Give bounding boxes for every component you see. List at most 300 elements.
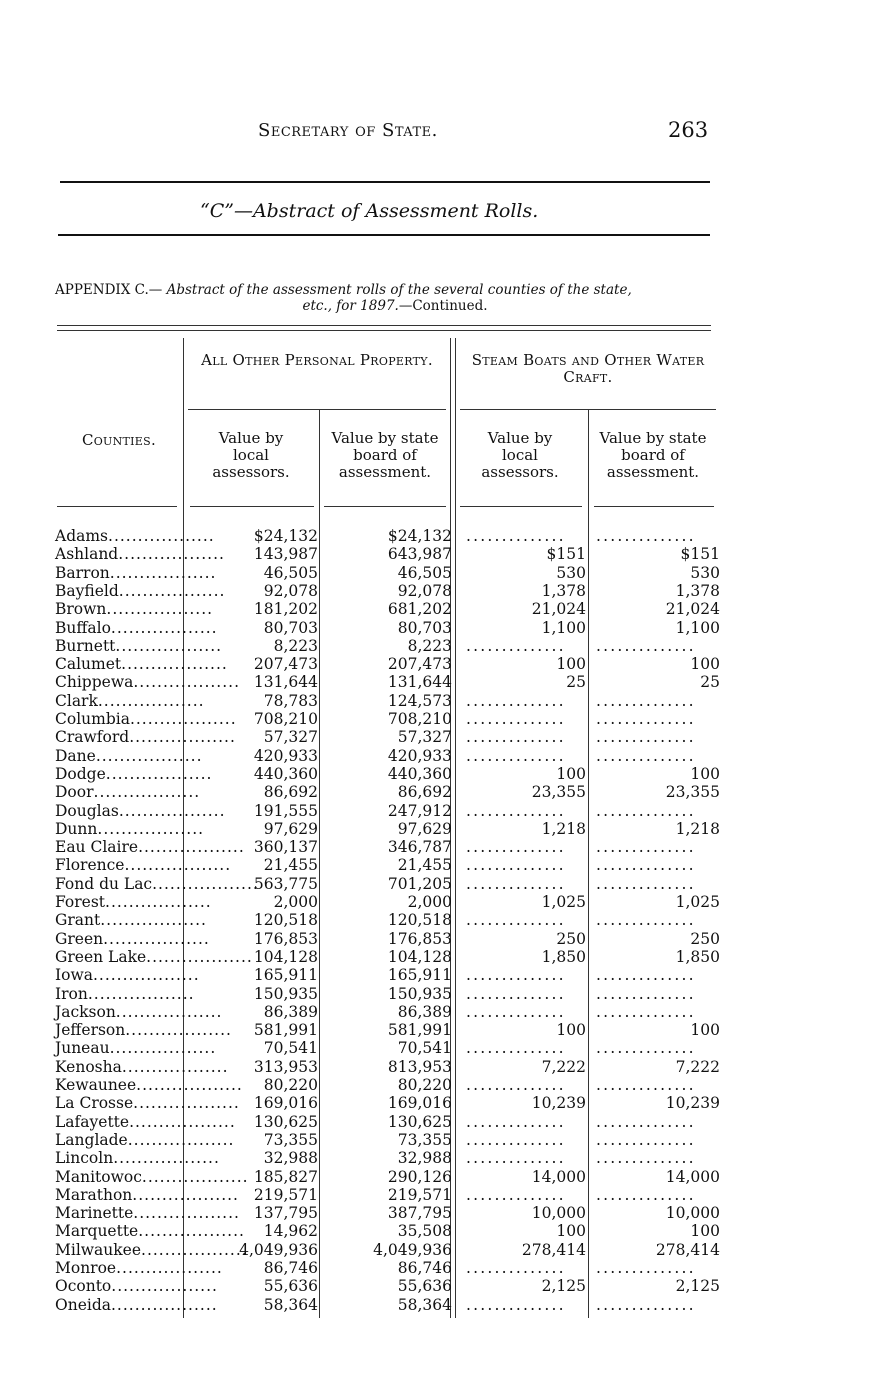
personal-local-value: 8,223	[273, 636, 318, 655]
table-row	[0, 747, 872, 765]
county-name	[55, 691, 205, 710]
empty-cell-dots: ..............	[596, 1130, 696, 1149]
empty-cell-dots: ..............	[596, 1295, 696, 1314]
county-label: Dane	[55, 746, 96, 765]
table-row	[0, 802, 872, 820]
table-row	[0, 1094, 872, 1112]
county-name	[55, 545, 225, 564]
personal-state-value: 346,787	[387, 838, 452, 857]
county-name	[55, 801, 226, 820]
table-row	[0, 838, 872, 856]
table-row	[0, 564, 872, 582]
personal-local-value: 73,355	[263, 1130, 318, 1149]
empty-cell-dots: ..............	[596, 874, 696, 893]
group-underline-2	[460, 409, 716, 410]
empty-cell-dots: ..............	[466, 1259, 566, 1277]
col-header-local-1: Value by local assessors.	[212, 429, 290, 481]
personal-local-value: 80,703	[263, 618, 318, 637]
empty-cell-dots: ..............	[466, 1149, 566, 1168]
personal-local-value: 131,644	[253, 673, 318, 692]
leader-dots: ..................	[110, 1295, 218, 1314]
watercraft-local-value: 100	[556, 1021, 586, 1040]
empty-cell-dots: ..............	[596, 691, 696, 710]
county-label: Calumet	[55, 655, 122, 674]
county-label: Kewaunee	[55, 1076, 137, 1094]
county-name	[55, 1021, 232, 1040]
table-row	[0, 1058, 872, 1076]
watercraft-local-value: 100	[556, 1222, 586, 1241]
personal-local-value: 191,555	[253, 801, 318, 820]
table-row	[0, 527, 872, 545]
leader-dots: ..................	[103, 929, 210, 948]
county-label: Florence	[55, 856, 125, 875]
personal-state-value: 80,220	[397, 1076, 452, 1094]
empty-cell-dots: ..............	[596, 1185, 696, 1204]
empty-cell-dots: ..............	[466, 636, 566, 655]
county-name	[55, 1112, 236, 1131]
table-row	[0, 1131, 872, 1149]
county-name	[55, 1039, 217, 1058]
table-row	[0, 1149, 872, 1167]
personal-state-value: 176,853	[387, 929, 452, 948]
personal-state-value: 247,912	[387, 801, 452, 820]
personal-state-value: 32,988	[397, 1149, 452, 1168]
watercraft-state-value: 530	[690, 563, 720, 582]
empty-cell-dots: ..............	[466, 984, 566, 1003]
county-label: Oneida	[55, 1295, 111, 1314]
county-name	[55, 1094, 240, 1113]
watercraft-local-value: 100	[556, 764, 586, 783]
personal-local-value: 150,935	[253, 984, 318, 1003]
table-row	[0, 582, 872, 600]
empty-cell-dots: ..............	[596, 911, 696, 930]
table-row	[0, 1241, 872, 1259]
personal-state-value: 124,573	[387, 691, 452, 710]
personal-local-value: 2,000	[273, 893, 318, 911]
personal-state-value: 35,508	[397, 1222, 452, 1241]
leader-dots: ..................	[138, 1222, 245, 1241]
col-header-state-1: Value by state board of assessment.	[331, 429, 439, 481]
empty-cell-dots: ..............	[596, 636, 696, 655]
personal-local-value: 21,455	[263, 856, 318, 875]
title-rule-top	[60, 181, 710, 183]
group-header-water-craft: Steam Boats and Other Water Craft.	[471, 351, 705, 386]
personal-local-value: 313,953	[253, 1057, 318, 1076]
watercraft-local-value: 10,000	[531, 1204, 586, 1223]
leader-dots: ..................	[124, 856, 232, 875]
table-row	[0, 911, 872, 929]
personal-local-value: 14,962	[263, 1222, 318, 1241]
county-label: Lafayette	[55, 1112, 130, 1131]
county-label: Buffalo	[55, 618, 111, 637]
county-label: Columbia	[55, 710, 130, 728]
empty-cell-dots: ..............	[466, 1185, 566, 1204]
table-row	[0, 875, 872, 893]
personal-local-value: 440,360	[253, 764, 318, 783]
personal-state-value: 4,049,936	[373, 1240, 452, 1259]
watercraft-state-value: 1,025	[675, 893, 720, 911]
leader-dots: ..................	[115, 636, 223, 655]
watercraft-local-value: 1,100	[541, 618, 586, 637]
personal-state-value: 73,355	[397, 1130, 452, 1149]
watercraft-state-value: 1,850	[675, 947, 720, 966]
leader-dots: ..................	[105, 893, 212, 911]
county-label: Door	[55, 783, 94, 802]
empty-cell-dots: ..............	[466, 527, 566, 545]
leader-dots: ..................	[132, 1185, 239, 1204]
empty-cell-dots: ..............	[466, 838, 566, 857]
county-label: La Crosse	[55, 1094, 134, 1113]
leader-dots: ..................	[97, 691, 205, 710]
personal-local-value: 219,571	[253, 1185, 318, 1204]
watercraft-state-value: 100	[690, 1222, 720, 1241]
county-name	[55, 966, 200, 985]
empty-cell-dots: ..............	[466, 746, 566, 765]
empty-cell-dots: ..............	[596, 1039, 696, 1058]
personal-local-value: 137,795	[253, 1204, 318, 1223]
leader-dots: ..................	[105, 764, 213, 783]
table-row	[0, 1259, 872, 1277]
table-row	[0, 1113, 872, 1131]
personal-state-value: 130,625	[387, 1112, 452, 1131]
county-name	[55, 1167, 249, 1186]
leader-dots: ..................	[116, 1259, 223, 1277]
empty-cell-dots: ..............	[596, 984, 696, 1003]
county-name	[55, 1240, 248, 1259]
empty-cell-dots: ..............	[466, 728, 566, 747]
watercraft-local-value: 1,850	[541, 947, 586, 966]
county-name	[55, 1130, 235, 1149]
county-label: Ashland	[55, 545, 119, 564]
county-label: Crawford	[55, 728, 130, 747]
personal-local-value: 581,991	[253, 1021, 318, 1040]
personal-local-value: 58,364	[263, 1295, 318, 1314]
page-number: 263	[668, 118, 709, 142]
leader-dots: ..................	[118, 801, 226, 820]
table-row	[0, 1003, 872, 1021]
caption-text: Abstract of the assessment rolls of the several counties of the state,	[166, 282, 632, 298]
county-label: Burnett	[55, 636, 116, 655]
empty-cell-dots: ..............	[466, 1112, 566, 1131]
county-name	[55, 838, 245, 857]
personal-local-value: 32,988	[263, 1149, 318, 1168]
section-title: “C”—Abstract of Assessment Rolls.	[200, 200, 539, 222]
table-row	[0, 1222, 872, 1240]
county-name	[55, 929, 210, 948]
leader-dots: ..................	[115, 1002, 223, 1021]
personal-local-value: 563,775	[253, 874, 318, 893]
caption-continued: —Continued.	[398, 298, 488, 314]
group-header-personal-property: All Other Personal Property.	[201, 351, 433, 369]
county-name	[55, 1185, 239, 1204]
county-label: Iowa	[55, 966, 93, 985]
watercraft-state-value: 100	[690, 764, 720, 783]
empty-cell-dots: ..............	[596, 1076, 696, 1094]
personal-state-value: 440,360	[387, 764, 452, 783]
county-label: Jefferson	[55, 1021, 126, 1040]
watercraft-local-value: 100	[556, 655, 586, 674]
leader-dots: ..................	[109, 1039, 217, 1058]
personal-state-value: 104,128	[387, 947, 452, 966]
county-name	[55, 1277, 218, 1296]
county-label: Barron	[55, 563, 110, 582]
leader-dots: ..................	[109, 563, 217, 582]
county-name	[55, 618, 218, 637]
county-label: Eau Claire	[55, 838, 139, 857]
personal-state-value: 86,746	[397, 1259, 452, 1277]
header-bottom-rule-5	[594, 506, 714, 507]
county-label: Monroe	[55, 1259, 117, 1277]
leader-dots: ..................	[121, 1057, 229, 1076]
watercraft-state-value: 23,355	[665, 783, 720, 802]
personal-local-value: 70,541	[263, 1039, 318, 1058]
personal-local-value: 181,202	[253, 600, 318, 619]
col-header-local-2: Value by local assessors.	[481, 429, 559, 481]
personal-state-value: 80,703	[397, 618, 452, 637]
table-row	[0, 1204, 872, 1222]
county-label: Clark	[55, 691, 98, 710]
leader-dots: ..................	[111, 1277, 218, 1296]
col-header-state-2: Value by state board of assessment.	[599, 429, 707, 481]
personal-local-value: 207,473	[253, 655, 318, 674]
personal-local-value: 78,783	[263, 691, 318, 710]
watercraft-local-value: 1,378	[541, 581, 586, 600]
county-label: Green	[55, 929, 104, 948]
personal-state-value: 290,126	[387, 1167, 452, 1186]
watercraft-state-value: 2,125	[675, 1277, 720, 1296]
watercraft-local-value: 250	[556, 929, 586, 948]
county-label: Chippewa	[55, 673, 134, 692]
personal-local-value: 185,827	[253, 1167, 318, 1186]
header-bottom-rule	[57, 506, 177, 507]
empty-cell-dots: ..............	[466, 966, 566, 985]
county-name	[55, 600, 214, 619]
personal-state-value: 150,935	[387, 984, 452, 1003]
empty-cell-dots: ..............	[596, 856, 696, 875]
county-label: Kenosha	[55, 1057, 122, 1076]
personal-local-value: 360,137	[253, 838, 318, 857]
leader-dots: ..................	[127, 1130, 235, 1149]
personal-local-value: 104,128	[253, 947, 318, 966]
empty-cell-dots: ..............	[466, 1130, 566, 1149]
personal-local-value: 80,220	[263, 1076, 318, 1094]
personal-state-value: 2,000	[407, 893, 452, 911]
leader-dots: ..................	[95, 746, 203, 765]
personal-state-value: 643,987	[387, 545, 452, 564]
county-name	[55, 1076, 243, 1094]
county-name	[55, 1002, 223, 1021]
table-row	[0, 1039, 872, 1057]
county-name	[55, 874, 259, 893]
watercraft-local-value: 10,239	[531, 1094, 586, 1113]
county-label: Milwaukee	[55, 1240, 142, 1259]
watercraft-state-value: 10,000	[665, 1204, 720, 1223]
county-name	[55, 1057, 229, 1076]
county-label: Adams	[55, 527, 109, 545]
county-name	[55, 1222, 245, 1241]
watercraft-state-value: 278,414	[655, 1240, 720, 1259]
caption-label: APPENDIX C.—	[55, 282, 163, 298]
empty-cell-dots: ..............	[466, 801, 566, 820]
personal-local-value: $24,132	[253, 527, 318, 545]
empty-cell-dots: ..............	[596, 746, 696, 765]
leader-dots: ..................	[118, 545, 225, 564]
table-row	[0, 783, 872, 801]
leader-dots: ..................	[108, 527, 215, 545]
leader-dots: ..................	[141, 1240, 248, 1259]
county-name	[55, 1204, 240, 1223]
table-row	[0, 1021, 872, 1039]
county-label: Lincoln	[55, 1149, 114, 1168]
personal-local-value: 708,210	[253, 710, 318, 728]
empty-cell-dots: ..............	[596, 966, 696, 985]
county-name	[55, 728, 236, 747]
watercraft-state-value: 25	[700, 673, 720, 692]
empty-cell-dots: ..............	[466, 691, 566, 710]
table-row	[0, 600, 872, 618]
empty-cell-dots: ..............	[596, 1112, 696, 1131]
county-label: Marquette	[55, 1222, 139, 1241]
table-row	[0, 655, 872, 673]
county-name	[55, 673, 241, 692]
county-label: Fond du Lac	[55, 874, 153, 893]
county-name	[55, 947, 253, 966]
table-row	[0, 948, 872, 966]
header-bottom-rule-4	[460, 506, 582, 507]
personal-local-value: 120,518	[253, 911, 318, 930]
table-row	[0, 820, 872, 838]
personal-state-value: 701,205	[387, 874, 452, 893]
leader-dots: ..................	[110, 618, 218, 637]
county-name	[55, 856, 232, 875]
county-label: Brown	[55, 600, 107, 619]
leader-dots: ..................	[106, 600, 214, 619]
watercraft-state-value: 1,218	[675, 819, 720, 838]
personal-local-value: 92,078	[263, 581, 318, 600]
leader-dots: ..................	[118, 581, 226, 600]
county-name	[55, 581, 226, 600]
empty-cell-dots: ..............	[596, 1259, 696, 1277]
leader-dots: ..................	[133, 673, 241, 692]
empty-cell-dots: ..............	[596, 801, 696, 820]
county-label: Oconto	[55, 1277, 112, 1296]
county-name	[55, 1295, 218, 1314]
county-label: Juneau	[55, 1039, 110, 1058]
table-row	[0, 966, 872, 984]
leader-dots: ..................	[133, 1204, 240, 1223]
empty-cell-dots: ..............	[596, 527, 696, 545]
watercraft-state-value: 100	[690, 655, 720, 674]
county-label: Manitowoc	[55, 1167, 142, 1186]
empty-cell-dots: ..............	[466, 911, 566, 930]
leader-dots: ..................	[136, 1076, 243, 1094]
county-name	[55, 563, 217, 582]
watercraft-local-value: 1,218	[541, 819, 586, 838]
personal-state-value: 219,571	[387, 1185, 452, 1204]
table-row	[0, 673, 872, 691]
caption-text-italic: etc., for 1897.	[302, 298, 399, 314]
personal-state-value: 131,644	[387, 673, 452, 692]
personal-state-value: 165,911	[387, 966, 452, 985]
county-name	[55, 893, 212, 911]
county-label: Jackson	[55, 1002, 116, 1021]
empty-cell-dots: ..............	[466, 856, 566, 875]
personal-local-value: 420,933	[253, 746, 318, 765]
county-label: Bayfield	[55, 581, 119, 600]
watercraft-state-value: 10,239	[665, 1094, 720, 1113]
personal-state-value: 97,629	[397, 819, 452, 838]
personal-state-value: 58,364	[397, 1295, 452, 1314]
county-name	[55, 636, 223, 655]
watercraft-local-value: 7,222	[541, 1057, 586, 1076]
personal-local-value: 176,853	[253, 929, 318, 948]
watercraft-local-value: 25	[566, 673, 586, 692]
leader-dots: ..................	[92, 966, 200, 985]
table-row	[0, 765, 872, 783]
counties-header: Counties.	[81, 431, 157, 449]
personal-local-value: 165,911	[253, 966, 318, 985]
empty-cell-dots: ..............	[466, 1039, 566, 1058]
watercraft-local-value: 23,355	[531, 783, 586, 802]
county-name	[55, 819, 205, 838]
county-name	[55, 527, 215, 545]
personal-state-value: 70,541	[397, 1039, 452, 1058]
county-label: Marathon	[55, 1185, 133, 1204]
watercraft-local-value: 530	[556, 563, 586, 582]
empty-cell-dots: ..............	[466, 874, 566, 893]
leader-dots: ..................	[97, 819, 205, 838]
county-label: Langlade	[55, 1130, 128, 1149]
county-label: Dunn	[55, 819, 98, 838]
personal-local-value: 4,049,936	[239, 1240, 318, 1259]
personal-local-value: 169,016	[253, 1094, 318, 1113]
empty-cell-dots: ..............	[466, 1295, 566, 1314]
personal-local-value: 86,746	[263, 1259, 318, 1277]
watercraft-state-value: 14,000	[665, 1167, 720, 1186]
watercraft-local-value: 278,414	[521, 1240, 586, 1259]
personal-state-value: 8,223	[407, 636, 452, 655]
county-label: Dodge	[55, 764, 106, 783]
personal-state-value: 169,016	[387, 1094, 452, 1113]
header-bottom-rule-3	[324, 506, 446, 507]
table-row	[0, 1296, 872, 1314]
empty-cell-dots: ..............	[596, 728, 696, 747]
watercraft-state-value: 100	[690, 1021, 720, 1040]
county-name	[55, 746, 203, 765]
watercraft-local-value: 1,025	[541, 893, 586, 911]
county-label: Forest	[55, 893, 106, 911]
leader-dots: ..................	[87, 984, 195, 1003]
personal-state-value: 708,210	[387, 710, 452, 728]
empty-cell-dots: ..............	[466, 710, 566, 728]
table-row	[0, 692, 872, 710]
leader-dots: ..................	[113, 1149, 220, 1168]
leader-dots: ..................	[129, 728, 236, 747]
leader-dots: ..................	[93, 783, 201, 802]
personal-state-value: 57,327	[397, 728, 452, 747]
leader-dots: ..................	[152, 874, 259, 893]
county-name	[55, 984, 195, 1003]
personal-local-value: 97,629	[263, 819, 318, 838]
table-row	[0, 930, 872, 948]
county-label: Iron	[55, 984, 88, 1003]
empty-cell-dots: ..............	[596, 1149, 696, 1168]
empty-cell-dots: ..............	[596, 710, 696, 728]
table-row	[0, 985, 872, 1003]
watercraft-state-value: 250	[690, 929, 720, 948]
table-row	[0, 710, 872, 728]
leader-dots: ..................	[100, 911, 207, 930]
